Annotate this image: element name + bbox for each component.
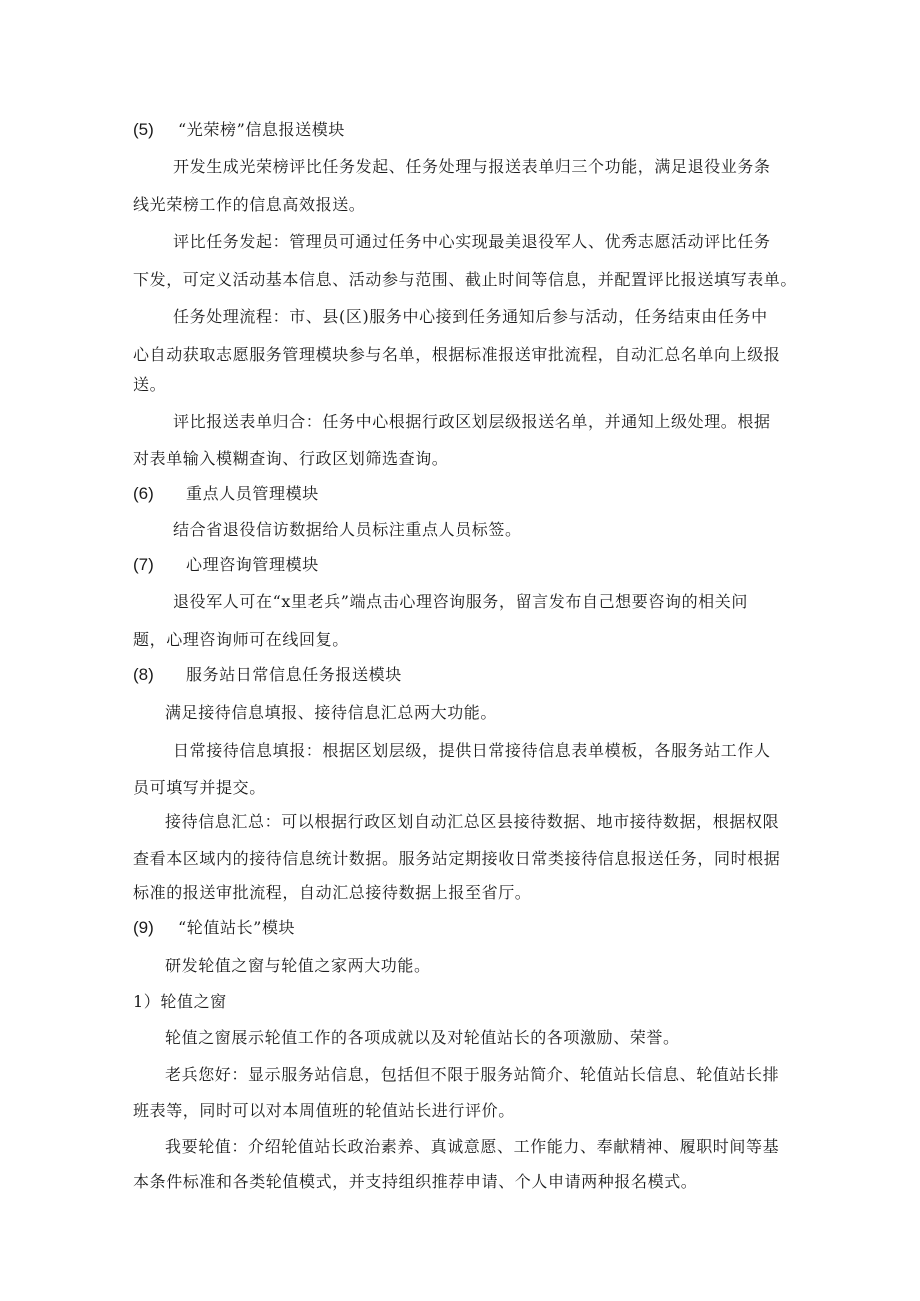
paragraph-line: 开发生成光荣榜评比任务发起、任务处理与报送表单归三个功能，满足退役业务条 <box>173 157 771 176</box>
paragraph-line: 老兵您好：显示服务站信息，包括但不限于服务站简介、轮值站长信息、轮值站长排 <box>165 1065 780 1084</box>
section-5-number: (5) <box>133 120 154 139</box>
section-6-number: (6) <box>133 484 154 503</box>
section-7-title: 心理咨询管理模块 <box>186 555 319 574</box>
paragraph-line: 员可填写并提交。 <box>133 778 266 797</box>
paragraph-line: 轮值之窗展示轮值工作的各项成就以及对轮值站长的各项激励、荣誉。 <box>165 1028 680 1047</box>
paragraph-line: 下发，可定义活动基本信息、活动参与范围、截止时间等信息，并配置评比报送填写表单。 <box>133 270 798 289</box>
paragraph-line: 本条件标准和各类轮值模式，并支持组织推荐申请、个人申请两种报名模式。 <box>133 1172 698 1191</box>
paragraph-line: 研发轮值之窗与轮值之家两大功能。 <box>165 956 431 975</box>
section-9-number: (9) <box>133 918 154 937</box>
paragraph-line: 接待信息汇总：可以根据行政区划自动汇总区县接待数据、地市接待数据，根据权限 <box>165 812 780 831</box>
paragraph-line: 题，心理咨询师可在线回复。 <box>133 630 349 649</box>
paragraph-line: 线光荣榜工作的信息高效报送。 <box>133 195 366 214</box>
paragraph-line: 我要轮值：介绍轮值站长政治素养、真诚意愿、工作能力、奉献精神、履职时间等基 <box>165 1137 780 1156</box>
paragraph-line: 班表等，同时可以对本周值班的轮值站长进行评价。 <box>133 1101 515 1120</box>
paragraph-line: 心自动获取志愿服务管理模块参与名单，根据标准报送审批流程，自动汇总名单向上级报 <box>133 345 781 364</box>
paragraph-line: 结合省退役信访数据给人员标注重点人员标签。 <box>173 520 522 539</box>
paragraph-line: 查看本区域内的接待信息统计数据。服务站定期接收日常类接待信息报送任务，同时根据 <box>133 849 781 868</box>
paragraph-line: 评比报送表单归合：任务中心根据行政区划层级报送名单，并通知上级处理。根据 <box>173 412 771 431</box>
section-9-title: “轮值站长”模块 <box>178 918 296 937</box>
paragraph-line: 评比任务发起：管理员可通过任务中心实现最美退役军人、优秀志愿活动评比任务 <box>173 232 771 251</box>
paragraph-line: 送。 <box>133 375 167 394</box>
paragraph-line: 满足接待信息填报、接待信息汇总两大功能。 <box>165 703 498 722</box>
section-7-number: (7) <box>133 555 154 574</box>
paragraph-line: 对表单输入模糊查询、行政区划筛选查询。 <box>133 449 449 468</box>
subsection-title: 1）轮值之窗 <box>133 992 227 1011</box>
section-8-title: 服务站日常信息任务报送模块 <box>186 665 402 684</box>
paragraph-line: 标准的报送审批流程，自动汇总接待数据上报至省厅。 <box>133 883 532 902</box>
paragraph-line: 退役军人可在“x里老兵”端点击心理咨询服务，留言发布自己想要咨询的相关问 <box>173 592 748 611</box>
section-5-title: “光荣榜”信息报送模块 <box>178 120 345 139</box>
paragraph-line: 任务处理流程：市、县(区)服务中心接到任务通知后参与活动，任务结束由任务中 <box>173 307 768 326</box>
section-8-number: (8) <box>133 665 154 684</box>
section-6-title: 重点人员管理模块 <box>186 484 319 503</box>
paragraph-line: 日常接待信息填报：根据区划层级，提供日常接待信息表单模板，各服务站工作人 <box>173 741 771 760</box>
